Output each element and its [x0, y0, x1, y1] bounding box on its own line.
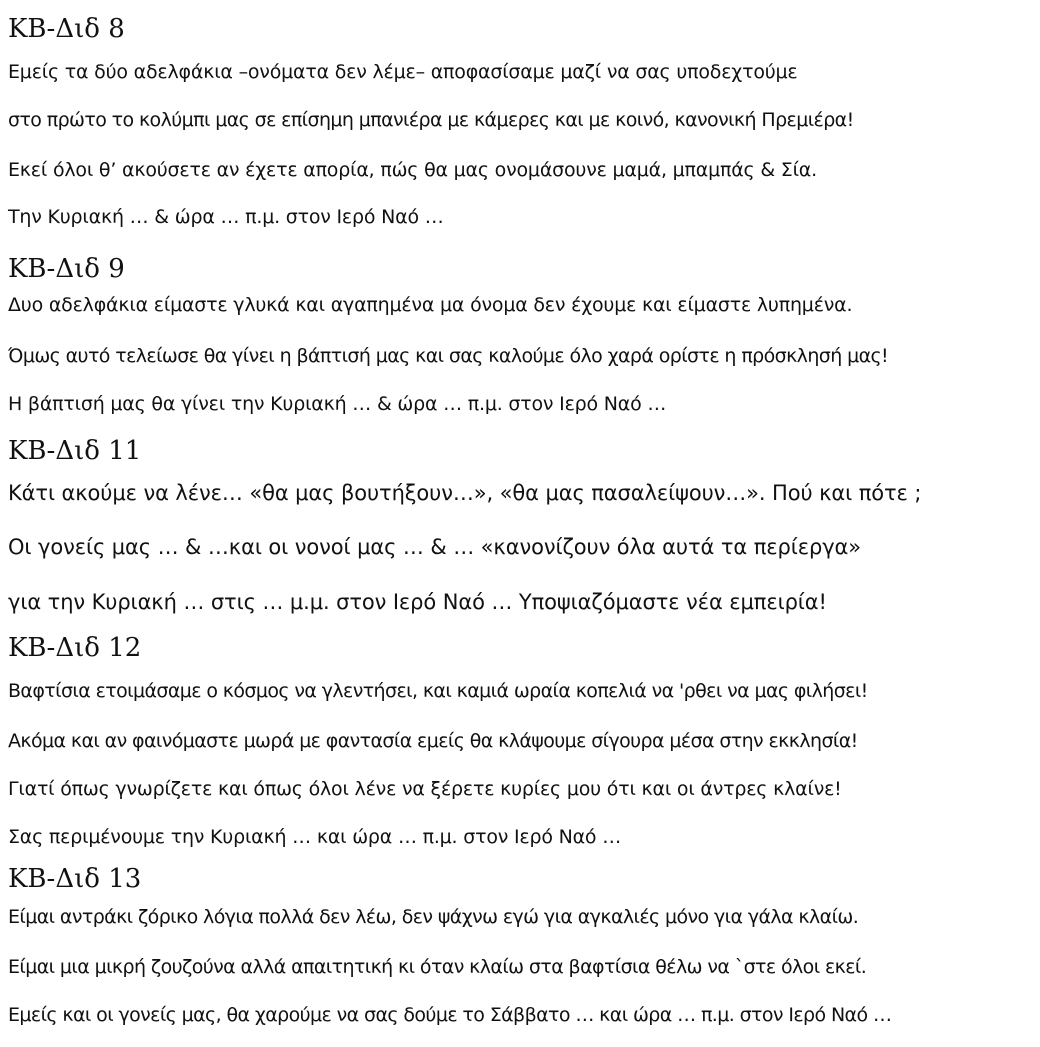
verse-line: Εκεί όλοι θ’ ακούσετε αν έχετε απορία, πώς θα μας ονομάσουνε μαμά, μπαμπάς & Σία. [8, 159, 817, 181]
section-title-kv-did-12: ΚΒ-Διδ 12 [8, 633, 142, 663]
verse-line: Εμείς και οι γονείς μας, θα χαρούμε να σας δούμε το Σάββατο … και ώρα … π.μ. στον Ιερό Ναό … [8, 1004, 892, 1026]
section-title-kv-did-8: ΚΒ-Διδ 8 [8, 14, 125, 44]
verse-line: Οι γονείς μας … & …και οι νονοί μας … & … «κανονίζουν όλα αυτά τα περίεργα» [8, 535, 862, 559]
section-title-kv-did-11: ΚΒ-Διδ 11 [8, 436, 142, 466]
verse-line: Βαφτίσια ετοιμάσαμε ο κόσμος να γλεντήσει, και καμιά ωραία κοπελιά να 'ρθει να μας φιλήσει! [8, 680, 868, 702]
verse-line: για την Κυριακή … στις … μ.μ. στον Ιερό Ναό … Υποψιαζόμαστε νέα εμπειρία! [8, 590, 827, 614]
verse-line: Γιατί όπως γνωρίζετε και όπως όλοι λένε να ξέρετε κυρίες μου ότι και οι άντρες κλαίνε! [8, 778, 842, 800]
verse-line: Κάτι ακούμε να λένε… «θα μας βουτήξουν…», «θα μας πασαλείψουν…». Πού και πότε ; [8, 481, 922, 505]
verse-line: Η βάπτισή μας θα γίνει την Κυριακή … & ώρα … π.μ. στον Ιερό Ναό … [8, 393, 667, 415]
verse-line: Δυο αδελφάκια είμαστε γλυκά και αγαπημένα μα όνομα δεν έχουμε και είμαστε λυπημένα. [8, 294, 853, 316]
verse-line: Εμείς τα δύο αδελφάκια –ονόματα δεν λέμε– αποφασίσαμε μαζί να σας υποδεχτούμε [8, 61, 798, 83]
verse-line: Σας περιμένουμε την Κυριακή … και ώρα … π.μ. στον Ιερό Ναό … [8, 826, 621, 848]
verse-line: Όμως αυτό τελείωσε θα γίνει η βάπτισή μας και σας καλούμε όλο χαρά ορίστε η πρόσκλησή μας! [8, 345, 889, 367]
section-title-kv-did-9: ΚΒ-Διδ 9 [8, 254, 125, 284]
verse-line: Είμαι μια μικρή ζουζούνα αλλά απαιτητική κι όταν κλαίω στα βαφτίσια θέλω να `στε όλοι εκεί. [8, 956, 867, 978]
verse-line: Την Κυριακή … & ώρα … π.μ. στον Ιερό Ναό … [8, 206, 444, 228]
section-title-kv-did-13: ΚΒ-Διδ 13 [8, 864, 142, 894]
verse-line: Ακόμα και αν φαινόμαστε μωρά με φαντασία εμείς θα κλάψουμε σίγουρα μέσα στην εκκλησία! [8, 730, 858, 752]
verse-line: στο πρώτο το κολύμπι μας σε επίσημη μπανιέρα με κάμερες και με κοινό, κανονική Πρεμιέρα! [8, 109, 854, 131]
verse-line: Είμαι αντράκι ζόρικο λόγια πολλά δεν λέω, δεν ψάχνω εγώ για αγκαλιές μόνο για γάλα κλαίω. [8, 906, 859, 928]
